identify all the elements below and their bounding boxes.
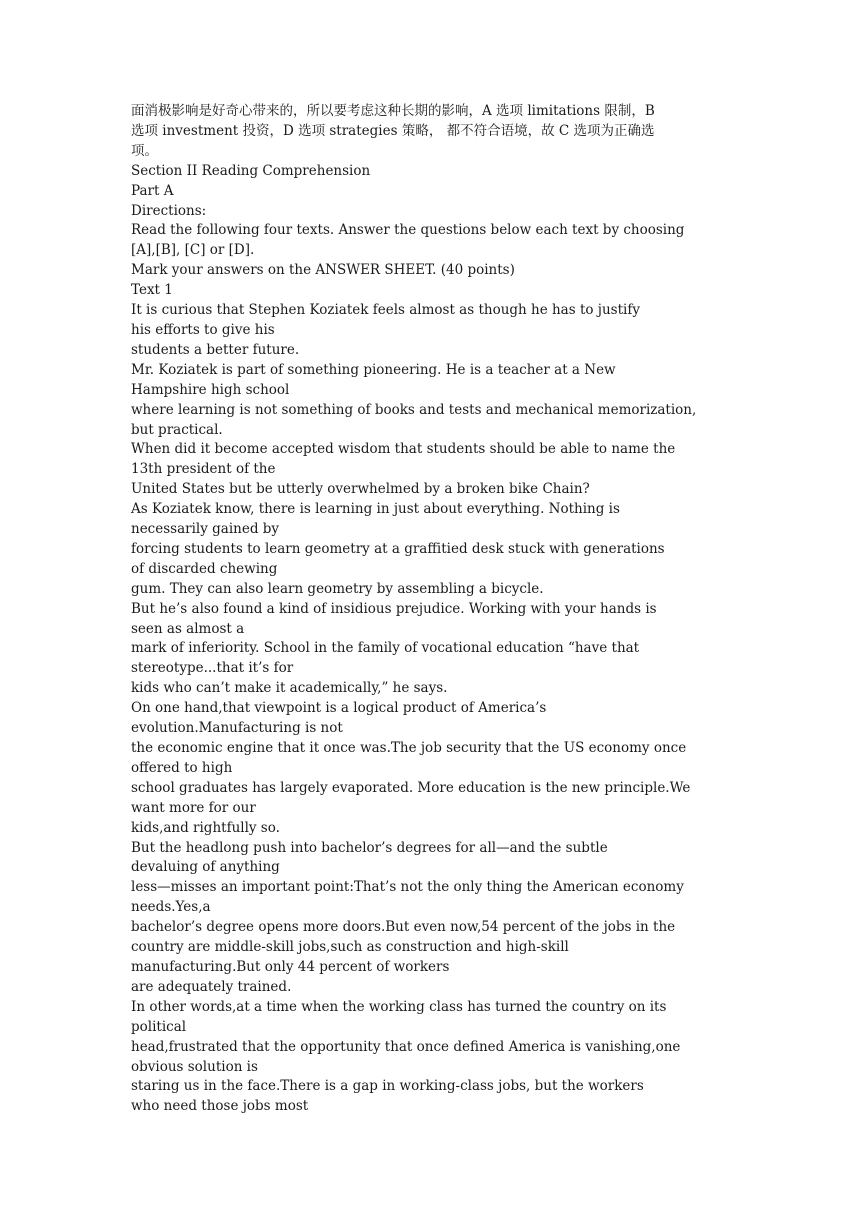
text-line: the economic engine that it once was.The job security that the US economy once xyxy=(131,740,687,756)
text-line: Read the following four texts. Answer the questions below each text by choosing xyxy=(131,222,685,239)
document-page xyxy=(131,102,741,1117)
text-line: head,frustrated that the opportunity that once defined America is vanishing,one xyxy=(131,1038,681,1055)
text-line: mark of inferiority. School in the family of vocational education “have that xyxy=(131,640,640,657)
text-line: devaluing of anything xyxy=(131,859,280,876)
text-line: forcing students to learn geometry at a graffitied desk stuck with generations xyxy=(131,540,665,557)
text-line: When did it become accepted wisdom that students should be able to name the xyxy=(131,441,676,458)
text-line: Section II Reading Comprehension xyxy=(131,162,371,179)
text-line: As Koziatek know, there is learning in just about everything. Nothing is xyxy=(131,501,620,518)
text-line: kids who can’t make it academically,” he says. xyxy=(131,680,448,697)
text-line: Directions: xyxy=(131,202,207,219)
text-line: where learning is not something of books and tests and mechanical memorization, xyxy=(131,401,697,418)
text-line: less—misses an important point:That’s not the only thing the American economy xyxy=(131,879,684,896)
text-line: obvious solution is xyxy=(131,1058,258,1075)
text-line: bachelor’s degree opens more doors.But even now,54 percent of the jobs in the xyxy=(131,919,676,936)
text-line: school graduates has largely evaporated. More education is the new principle.We xyxy=(131,779,691,796)
text-line: 面消极影响是好奇心带来的，所以要考虑这种长期的影响，A 选项 limitations 限制，B xyxy=(131,103,655,119)
text-line: necessarily gained by xyxy=(131,521,280,538)
text-line: offered to high xyxy=(131,759,233,776)
text-line: country are middle-skill jobs,such as construction and high-skill xyxy=(131,939,569,956)
text-line: It is curious that Stephen Koziatek feels almost as though he has to justify xyxy=(131,302,640,319)
text-line: On one hand,that viewpoint is a logical product of America’s xyxy=(131,700,547,717)
text-line: Text 1 xyxy=(131,282,173,299)
text-line: United States but be utterly overwhelmed by a broken bike Chain? xyxy=(131,481,590,498)
text-line: political xyxy=(131,1018,187,1035)
text-line: Mr. Koziatek is part of something pioneering. He is a teacher at a New xyxy=(131,361,616,378)
text-line: who need those jobs most xyxy=(131,1098,309,1115)
text-line: but practical. xyxy=(131,421,223,438)
text-line: students a better future. xyxy=(131,341,300,358)
text-line: needs.Yes,a xyxy=(131,899,211,916)
text-line: [A],[B], [C] or [D]. xyxy=(131,242,255,259)
text-line: In other words,at a time when the working class has turned the country on its xyxy=(131,998,667,1015)
text-line: are adequately trained. xyxy=(131,978,292,995)
text-line: kids,and rightfully so. xyxy=(131,819,280,836)
text-line: want more for our xyxy=(131,799,256,816)
text-line: stereotype...that it’s for xyxy=(131,660,294,677)
text-line: seen as almost a xyxy=(131,620,245,637)
text-line: But the headlong push into bachelor’s degrees for all—and the subtle xyxy=(131,839,608,856)
text-line: evolution.Manufacturing is not xyxy=(131,720,343,737)
text-line: Mark your answers on the ANSWER SHEET. (40 points) xyxy=(131,262,515,279)
text-line: 13th president of the xyxy=(131,461,276,478)
text-line: staring us in the face.There is a gap in working-class jobs, but the workers xyxy=(131,1078,644,1095)
text-line: 选项 investment 投资，D 选项 strategies 策略， 都不符合语境，故 C 选项为正确选 xyxy=(131,122,655,139)
text-line: his efforts to give his xyxy=(131,321,275,338)
text-line: gum. They can also learn geometry by assembling a bicycle. xyxy=(131,580,544,597)
text-line: manufacturing.But only 44 percent of workers xyxy=(131,958,450,975)
text-line: Part A xyxy=(131,182,174,199)
text-line: But he’s also found a kind of insidious prejudice. Working with your hands is xyxy=(131,600,657,617)
text-line: 项。 xyxy=(131,142,158,159)
text-line: of discarded chewing xyxy=(131,560,278,577)
text-line: Hampshire high school xyxy=(131,381,290,398)
